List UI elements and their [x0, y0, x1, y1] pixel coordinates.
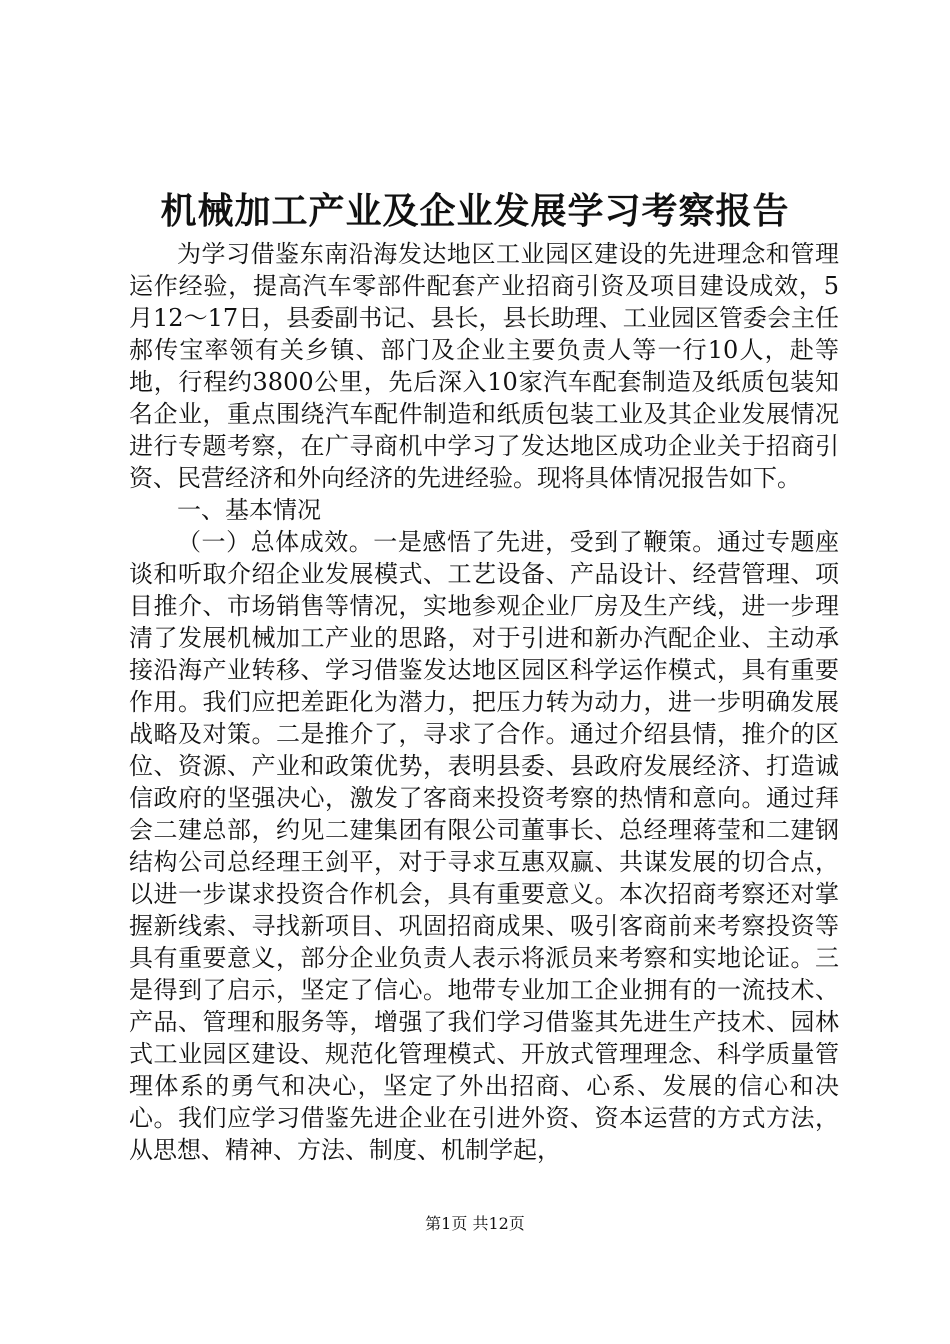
paragraph-overall-results: （一）总体成效。一是感悟了先进，受到了鞭策。通过专题座谈和听取介绍企业发展模式、工艺设备、产品设计、经营管理、项目推介、市场销售等情况，实地参观企业厂房及生产线，进一步理清了发展机械加工产业的思路，对于引进和新办汽配企业、主动承接沿海产业转移、学习借鉴发达地区园区科学运作模式，具有重要作用。我们应把差距化为潜力，把压力转为动力，进一步明确发展战略及对策。二是推介了，寻求了合作。通过介绍县情，推介的区位、资源、产业和政策优势，表明县委、县政府发展经济、打造诚信政府的坚强决心，激发了客商来投资考察的热情和意向。通过拜会二建总部，约见二建集团有限公司董事长、总经理蒋莹和二建钢结构公司总经理王剑平，对于寻求互惠双赢、共谋发展的切合点，以进一步谋求投资合作机会，具有重要意义。本次招商考察还对掌握新线索、寻找新项目、巩固招商成果、吸引客商前来考察投资等具有重要意义，部分企业负责人表示将派员来考察和实地论证。三是得到了启示，坚定了信心。地带专业加工企业拥有的一流技术、产品、管理和服务等，增强了我们学习借鉴其先进生产技术、园林式工业园区建设、规范化管理模式、开放式管理理念、科学质量管理体系的勇气和决心，坚定了外出招商、心系、发展的信心和决心。我们应学习借鉴先进企业在引进外资、资本运营的方式方法，从思想、精神、方法、制度、机制学起，: [129, 528, 839, 1164]
document-body: [129, 238, 839, 1166]
section-heading-basic-situation: 一、基本情况: [177, 496, 321, 524]
paragraph-intro: 为学习借鉴东南沿海发达地区工业园区建设的先进理念和管理运作经验，提高汽车零部件配套产业招商引资及项目建设成效，5月12～17日，县委副书记、县长，县长助理、工业园区管委会主任郝传宝率领有关乡镇、部门及企业主要负责人等一行10人，赴等地，行程约3800公里，先后深入10家汽车配套制造及纸质包装知名企业，重点围绕汽车配件制造和纸质包装工业及其企业发展情况进行专题考察，在广寻商机中学习了发达地区成功企业关于招商引资、民营经济和外向经济的先进经验。现将具体情况报告如下。: [129, 240, 839, 492]
document-title: 机械加工产业及企业发展学习考察报告: [160, 190, 790, 232]
page-number-footer: 第1页 共12页: [425, 1214, 525, 1233]
